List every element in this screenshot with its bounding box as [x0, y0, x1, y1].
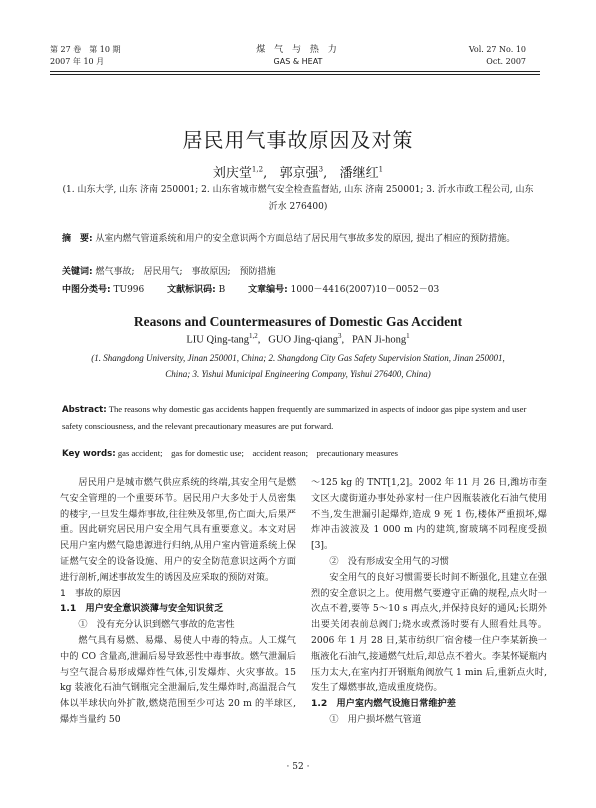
body-paragraph: 居民用户是城市燃气供应系统的终端,其安全用气是燃气安全管理的一个重要环节。居民用户大多处于人员密集的楼宇,一旦发生爆炸事故,往往殃及邻里,伤亡面大,后果严重。因此研究居民用户安全用气具有重要意义。本文对居民用户室内燃气隐患源进行归纳,从用户室内管道系统上保证燃气安全的设备设施、用户的安全防范意识这两个方面进行剖析,阐述事故发生的诱因及应采取的预防对策。: [60, 477, 296, 583]
body-column-left: [60, 475, 296, 728]
clc-value: TU996: [113, 285, 145, 295]
author-affiliation-mark: 1,2: [249, 332, 258, 340]
keywords-en: [62, 447, 398, 459]
article-number-label: 文章编号:: [248, 285, 288, 295]
authors-cn: 刘庆堂$^{1,2}$, 郭京强$^3$, 潘继红$^1$: [212, 165, 384, 181]
classification-line: [62, 282, 439, 295]
subsection-heading: 1.1 用户安全意识淡薄与安全知识贫乏: [60, 603, 224, 615]
header-rule-thin: [50, 74, 540, 75]
author-affiliation-mark: 3: [318, 165, 324, 174]
author-affiliation-mark: 1,2: [251, 165, 264, 174]
author-name: LIU Qing-tang: [186, 334, 250, 346]
subsection-heading: 1.2 用户室内燃气设施日常维护差: [311, 698, 456, 710]
keywords-label-en: Key words:: [62, 449, 116, 459]
body-column-right: [311, 475, 547, 728]
header-date-en: Oct. 2007: [486, 57, 526, 66]
author-name: PAN Ji-hong: [351, 334, 407, 346]
abstract-text-cn: 从室内燃气管道系统和用户的安全意识两个方面总结了居民用气事故多发的原因, 提出了相应的预防措施。: [95, 234, 516, 244]
keywords-cn: [62, 264, 276, 277]
authors-en: LIU Qing-tang$^{1,2}$, GUO Jing-qiang$^3$, PAN Ji-hong$^1$: [186, 332, 410, 346]
header-right: [469, 44, 526, 68]
doc-code-label: 文献标识码:: [167, 285, 216, 295]
author-affiliation-mark: 1: [406, 332, 410, 340]
abstract-label-en: Abstract:: [62, 405, 107, 415]
header-volume-en: Vol. 27 No. 10: [468, 45, 526, 54]
header-rule-thick: [50, 71, 540, 72]
body-paragraph: 安全用气的良好习惯需要长时间不断强化,且建立在强烈的安全意识之上。使用燃气要遵守正确的规程,点火时一次点不着,要等 5～10 s 再点火,并保持良好的通风;长期外出要关闭表前总阀门;烧水或煮汤时要有人照看灶具等。2006 年 1 月 28 日,某市纺织厂宿舍楼一住户李某新换一瓶液化石油气,接通燃气灶后,却总点不着火。李某怀疑瓶内压力太大,在室内打开钢瓶角阀放气 1 min 后,重新点火时,发生了爆燃事故,造成重度烧伤。: [311, 571, 547, 694]
body-paragraph: 燃气具有易燃、易爆、易使人中毒的特点。人工煤气中的 CO 含量高,泄漏后易导致恶性中毒事故。燃气泄漏后与空气混合易形成爆炸性气体,引发爆炸、火灾事故。15 kg 装液化石油气钢瓶完全泄漏后,发生爆炸时,高温混合气体以半球状向外扩散,燃烧范围至少可达 20 m 的半球区,爆炸当量约 50: [60, 634, 296, 725]
author-name: 刘庆堂: [212, 166, 252, 181]
author-name: GUO Jing-qiang: [268, 334, 338, 346]
affiliations-cn: (1. 山东大学, 山东 济南 250001; 2. 山东省城市燃气安全检查监督站, 山东 济南 250001; 3. 沂水市政工程公司, 山东 沂水 276400): [62, 185, 534, 212]
article-number-value: 1000－4416(2007)10－0052－03: [290, 285, 440, 295]
author-affiliation-mark: 1: [378, 165, 384, 174]
article-title-cn: 居民用气事故原因及对策: [182, 128, 414, 152]
keywords-text-en: gas accident; gas for domestic use; accident reason; precautionary measures: [117, 448, 399, 458]
abstract-cn: [62, 232, 522, 247]
section-heading: 1 事故的原因: [60, 587, 121, 599]
sub-item-heading: ① 用户损坏燃气管道: [329, 713, 422, 725]
author-name: 潘继红: [339, 166, 379, 181]
author-affiliation-mark: 3: [337, 332, 342, 340]
author-name: 郭京强: [279, 166, 319, 181]
page-number: · 52 ·: [286, 762, 310, 772]
affiliations-en: (1. Shangdong University, Jinan 250001, China; 2. Shangdong City Gas Safety Supervision Station, Jinan 250001, China; 3. Yishui Municipal Engineering Company, Yishui 276400, China): [91, 353, 505, 379]
keywords-text-cn: 燃气事故; 居民用气; 事故原因; 预防措施: [95, 267, 276, 277]
journal-name-en: GAS & HEAT: [273, 57, 323, 66]
abstract-label-cn: 摘 要:: [62, 234, 93, 244]
abstract-en: [62, 402, 532, 434]
journal-name-cn: 煤 气 与 热 力: [256, 45, 340, 55]
header-date-cn: 2007 年 10 月: [50, 57, 105, 66]
doc-code-value: B: [218, 285, 226, 295]
clc-label: 中图分类号:: [62, 285, 111, 295]
header-volume-cn: 第 27 卷 第 10 期: [50, 45, 121, 54]
keywords-label-cn: 关键词:: [62, 267, 93, 277]
article-title-en: Reasons and Countermeasures of Domestic Gas Accident: [133, 314, 463, 329]
sub-item-heading: ② 没有形成安全用气的习惯: [329, 555, 449, 567]
sub-item-heading: ① 没有充分认识到燃气事故的危害性: [78, 619, 235, 631]
abstract-text-en: The reasons why domestic gas accidents happen frequently are summarized in aspects of indoor gas pipe system and user safety consciousness, and the relevant precautionary measures are put forward.: [62, 404, 527, 431]
body-paragraph: ～125 kg 的 TNT[1,2]。2002 年 11 月 26 日,潍坊市奎文区大虞街道办事处孙家村一住户因瓶装液化石油气使用不当,发生泄漏引起爆炸,造成 9 死 1 伤,楼体严重损坏,爆炸冲击波波及 1 000 m 内的建筑,窗玻璃不同程度受损[3]。: [311, 477, 547, 552]
